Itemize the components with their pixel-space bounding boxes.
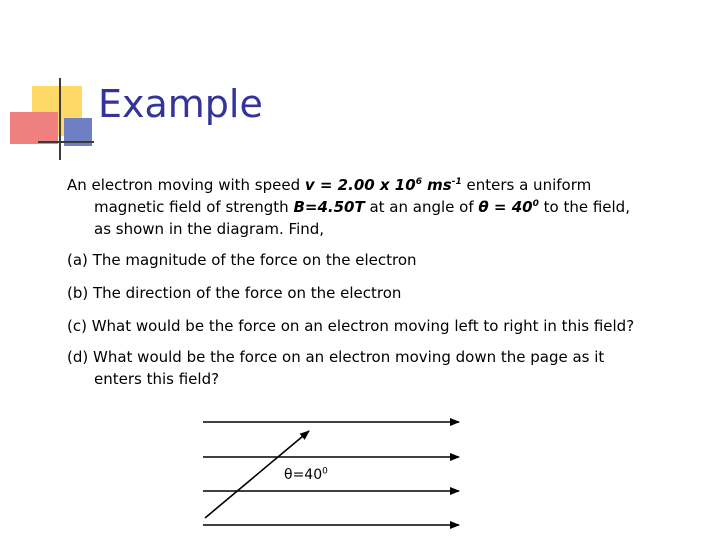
speed-value: v = 2.00 x $10^6$ $ms^{-1}$	[304, 176, 462, 194]
intro-text: An electron moving with speed	[67, 176, 305, 194]
question-a: (a) The magnitude of the force on the electron	[67, 251, 417, 269]
slide-title: Example	[98, 82, 263, 126]
angle-value: $\theta = 40^0$	[478, 198, 539, 216]
title-decoration-red-square	[10, 112, 58, 144]
magnetic-field-diagram	[195, 410, 465, 540]
title-decoration-horizontal-line	[38, 141, 94, 143]
angle-label: $\theta=40^0$	[284, 466, 328, 483]
title-decoration-vertical-line	[59, 78, 61, 160]
question-c: (c) What would be the force on an electron moving left to right in this field?	[67, 317, 635, 335]
intro-line-2: magnetic field of strength B=4.50T at an angle of $\theta = 40^0$ to the field,	[94, 198, 630, 216]
intro-line-3: as shown in the diagram. Find,	[94, 220, 325, 238]
field-strength-value: B=4.50T	[293, 198, 365, 216]
problem-statement	[67, 174, 687, 240]
question-b: (b) The direction of the force on the electron	[67, 284, 402, 302]
intro-text: enters a uniform	[461, 176, 592, 194]
question-d: (d) What would be the force on an electron moving down the page as it enters this field?	[67, 348, 605, 388]
